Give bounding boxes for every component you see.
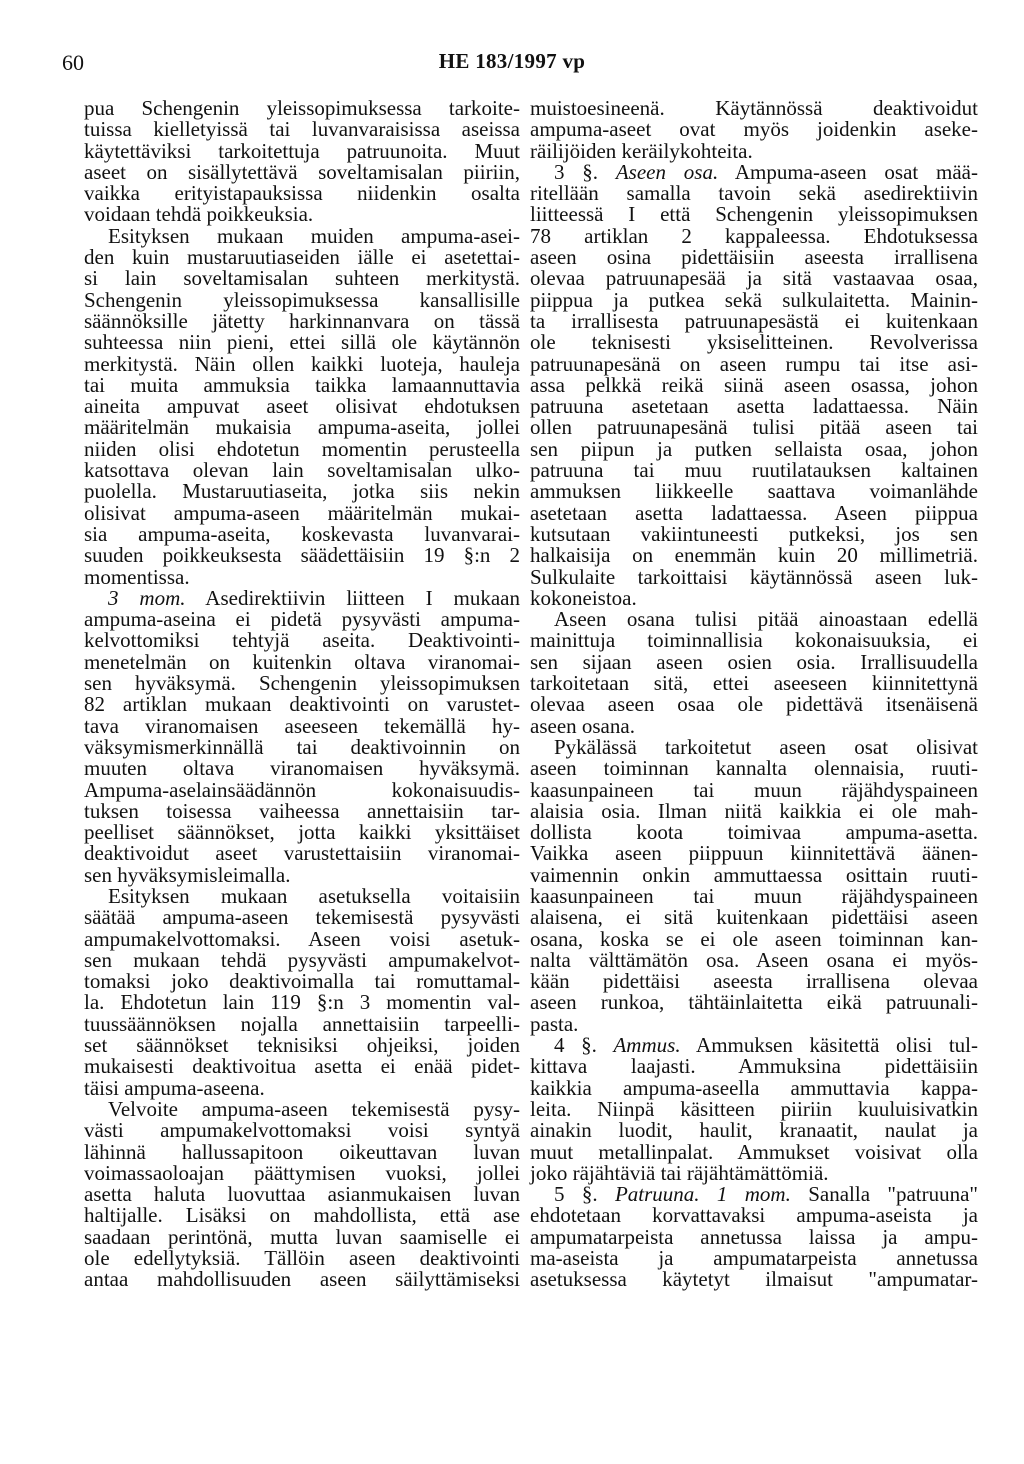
left-column-line: si lain soveltamisalan suhteen merkitystä.	[84, 266, 520, 291]
right-column-line: olevaa aseen osaa ole pidettävä itsenäisenä	[530, 692, 978, 717]
right-column-line: räilijöiden keräilykohteita.	[530, 138, 753, 163]
left-column-line: niiden olisi ehdotetun momentin perusteella	[84, 436, 520, 461]
left-column-line: menetelmän on kuitenkin oltava viranomai-	[84, 649, 520, 674]
left-column-line: momentissa.	[84, 564, 190, 589]
right-column-line: osana, koska se ei ole aseen toiminnan kan-	[530, 926, 978, 951]
left-column-line: 82 artiklan mukaan deaktivointi on varustet-	[84, 692, 520, 717]
left-column-line: tuksen toisessa vaiheessa annettaisiin tar-	[84, 798, 520, 823]
right-column-line: alaisia osia. Ilman niitä kaikkia ei ole mah-	[530, 798, 978, 823]
section-heading: Aseen osa.	[615, 159, 719, 184]
right-column-line: aseen runkoa, tähtäinlaitetta eikä patruunali-	[530, 990, 978, 1015]
right-column-line	[530, 159, 978, 184]
section-heading: 3 mom.	[108, 585, 186, 610]
right-column-line: patruunapesänä on aseen rumpu tai itse asi-	[530, 351, 978, 376]
left-column-line: puolella. Mustaruutiaseita, jotka siis nekin	[84, 479, 520, 504]
left-column-line: vaikka erityistapauksissa niidenkin osalta	[84, 181, 520, 206]
left-column-line: tai muita ammuksia taikka lamaannuttavia	[84, 372, 520, 397]
right-column-line: sen sijaan aseen osien osia. Irrallisuudella	[530, 649, 978, 674]
line-text: Ampuma-aseen osat mää-	[718, 159, 978, 184]
left-column-line: set säännökset teknisiksi ohjeiksi, joiden	[84, 1033, 520, 1058]
left-column-line: merkitystä. Näin ollen kaikki luoteja, hauleja	[84, 351, 520, 376]
right-column-line: patruuna asetetaan asetta ladattaessa. Näin	[530, 394, 978, 419]
left-column-line: den kuin mustaruutiaseiden iälle ei asetettai-	[84, 245, 520, 270]
left-column-line: ole edellytyksiä. Tällöin aseen deaktivointi	[84, 1246, 520, 1271]
left-column-line: sen mukaan tehdä pysyvästi ampumakelvot-	[84, 947, 520, 972]
line-text: Ammuksen käsitettä olisi tul-	[680, 1033, 979, 1058]
left-column-line: aseet on sisällytettävä soveltamisalan piiriin,	[84, 159, 520, 184]
left-column-line: määritelmän mukaisia ampuma-aseita, jollei	[84, 415, 520, 440]
right-column-line	[530, 1035, 978, 1056]
right-column-line: aseen osina pidettäisiin aseesta irrallisena	[530, 245, 978, 270]
left-column-line: voimassaoloajan päättymisen vuoksi, jollei	[84, 1160, 520, 1185]
right-column-line: aseen osana.	[530, 713, 635, 738]
right-column-line	[530, 1184, 978, 1205]
right-column-line: vaimennin onkin ammuttaessa osittain ruuti-	[530, 862, 978, 887]
left-column-line: Esityksen mukaan asetuksella voitaisiin	[108, 883, 520, 908]
right-column-line: dollista koota toimivaa ampuma-asetta.	[530, 820, 978, 845]
left-column-line: saadaan perintönä, mutta luvan saamiselle ei	[84, 1224, 520, 1249]
left-column-line: suhteessa niin pieni, ettei sillä ole käytännön	[84, 330, 520, 355]
left-column-line: voidaan tehdä poikkeuksia.	[84, 202, 314, 227]
line-text: Sanalla "patruuna"	[790, 1182, 978, 1207]
section-heading: Ammus.	[613, 1033, 681, 1058]
left-column-line	[84, 585, 520, 610]
left-column-line: deaktivoidut aseet varustettaisiin viranomai-	[84, 841, 520, 866]
right-column-line: ole teknisesti yksiselitteinen. Revolverissa	[530, 330, 978, 355]
right-column-line: halkaisija on enemmän kuin 20 millimetriä.	[530, 543, 978, 568]
right-column-line: ollen patruunapesänä tulisi pitää aseen tai	[530, 415, 978, 440]
left-column-line: mukaisesti deaktivoitua asetta ei enää pidet-	[84, 1054, 520, 1079]
right-column-line: muistoesineenä. Käytännössä deaktivoidut	[530, 96, 978, 120]
section-number: 5 §.	[554, 1182, 615, 1207]
left-column-line: täisi ampuma-aseena.	[84, 1075, 265, 1100]
right-column-line: Vaikka aseen piippuun kiinnitettävä äänen-	[530, 841, 978, 866]
right-column-line: kaasunpaineen tai muun räjähdyspaineen	[530, 777, 978, 802]
right-column-line: ma-aseista ja ampumatarpeista annetussa	[530, 1246, 978, 1271]
left-column-line: ampumakelvottomaksi. Aseen voisi asetuk-	[84, 926, 520, 951]
left-column-line: tuussäännöksen nojalla annettaisiin tarpeelli-	[84, 1011, 520, 1036]
left-column-line: kelvottomiksi tehtyjä aseita. Deaktivointi-	[84, 628, 520, 653]
right-column-line: nalta välttämätön osa. Aseen osana ei myös-	[530, 947, 978, 972]
left-column-line: säätää ampuma-aseen tekemisestä pysyvästi	[84, 905, 520, 930]
right-column-line: kään pidettäisi aseesta irrallisena olevaa	[530, 969, 978, 994]
left-column-line: västi ampumakelvottomaksi voisi syntyä	[84, 1118, 520, 1143]
right-column-line: leita. Niinpä käsitteen piiriin kuuluisivatkin	[530, 1096, 978, 1121]
right-column-line: ta irrallisesta patruunapesästä ei kuitenkaan	[530, 308, 978, 333]
left-column-line: antaa mahdollisuuden aseen säilyttämiseksi	[84, 1267, 520, 1292]
left-column-line: käytettäviksi tarkoitettuja patruunoita. Muut	[84, 138, 520, 163]
right-column-line: muut metallinpalat. Ammukset voisivat olla	[530, 1139, 978, 1164]
right-column-line: 78 artiklan 2 kappaleessa. Ehdotuksessa	[530, 223, 978, 248]
right-column-line: piippua ja putkea sekä sulkulaitetta. Mainin-	[530, 287, 978, 312]
right-column-line: ainakin luodit, haulit, kranaatit, naulat ja	[530, 1118, 978, 1143]
left-column-line: katsottava olevan lain soveltamisalan ulko-	[84, 458, 520, 483]
right-column-line: olevaa patruunapesää ja sitä vastaavaa osaa,	[530, 266, 978, 291]
left-column-line: tava viranomaisen aseeseen tekemällä hy-	[84, 713, 520, 738]
left-column-line: Esityksen mukaan muiden ampuma-asei-	[108, 223, 520, 248]
right-column-line: ampumatarpeista annetussa laissa ja ampu-	[530, 1224, 978, 1249]
left-column-line: suuden poikkeuksesta säädettäisiin 19 §:n 2	[84, 543, 520, 568]
section-number: 4 §.	[554, 1033, 614, 1058]
right-column-line: sen piipun ja putken sellaista osaa, johon	[530, 436, 978, 461]
left-column-line: muuten oltava viranomaisen hyväksymä.	[84, 756, 520, 781]
right-column	[530, 98, 978, 1291]
right-column-line: Sulkulaite tarkoittaisi käytännössä aseen luk-	[530, 564, 978, 589]
left-column-line: väksymismerkinnällä tai deaktivoinnin on	[84, 734, 520, 759]
left-column-line: sia ampuma-aseita, koskevasta luvanvarai-	[84, 521, 520, 546]
left-column-line: tuissa kielletyissä tai luvanvaraisissa aseissa	[84, 117, 520, 142]
left-column-line: olisivat ampuma-aseen määritelmän mukai-	[84, 500, 520, 525]
right-column-line: ritellään samalla tavoin sekä asedirektiivin	[530, 181, 978, 206]
left-column-line: Velvoite ampuma-aseen tekemisestä pysy-	[108, 1096, 520, 1121]
line-text: Asedirektiivin liitteen I mukaan	[185, 585, 520, 610]
right-column-line: kutsutaan vakiintuneesti putkeksi, jos sen	[530, 521, 978, 546]
right-column-line: assa pelkkä reikä siinä aseen osassa, johon	[530, 372, 978, 397]
left-column-line: asetta haluta luovuttaa asianmukaisen luvan	[84, 1182, 520, 1207]
right-column-line: mainittuja toiminnallisia kokonaisuuksia, ei	[530, 628, 978, 653]
page-number: 60	[62, 50, 84, 75]
right-column-line: alaisena, ei sitä kuitenkaan pidettäisi aseen	[530, 905, 978, 930]
left-column-line: sen hyväksymä. Schengenin yleissopimuksen	[84, 671, 520, 696]
left-column-line: ampuma-aseina ei pidetä pysyvästi ampuma-	[84, 607, 520, 632]
right-column-line: joko räjähtäviä tai räjähtämättömiä.	[530, 1160, 829, 1185]
left-column-line: sen hyväksymisleimalla.	[84, 862, 291, 887]
right-column-line: liitteessä I että Schengenin yleissopimuksen	[530, 202, 978, 227]
left-column-line: pua Schengenin yleissopimuksessa tarkoite-	[84, 96, 520, 120]
section-heading: Patruuna. 1 mom.	[614, 1182, 791, 1207]
left-column-line: säännöksille jätetty harkinnanvara on tässä	[84, 308, 520, 333]
left-column-line: la. Ehdotetun lain 119 §:n 3 momentin val-	[84, 990, 520, 1015]
right-column-line: kaikkia ampuma-aseella ammuttavia kappa-	[530, 1075, 978, 1100]
left-column-line: peelliset säännökset, jotta kaikki yksittäiset	[84, 820, 520, 845]
right-column-line: Pykälässä tarkoitetut aseen osat olisivat	[554, 734, 978, 759]
right-column-line: kaasunpaineen tai muun räjähdyspaineen	[530, 883, 978, 908]
left-column-line: lähinnä hallussapitoon oikeuttavan luvan	[84, 1139, 520, 1164]
left-column-line: tomaksi joko deaktivoimalla tai romuttamal-	[84, 969, 520, 994]
right-column-line: kittava laajasti. Ammuksina pidettäisiin	[530, 1054, 978, 1079]
left-column-line: Schengenin yleissopimuksessa kansallisille	[84, 287, 520, 312]
right-column-line: patruuna tai muu ruutilatauksen kaltainen	[530, 458, 978, 483]
right-column-line: ammuksen liikkeelle saattava voimanlähde	[530, 479, 978, 504]
right-column-line: asetetaan asetta ladattaessa. Aseen piippua	[530, 500, 978, 525]
left-column-line: aineita ampuvat aseet olisivat ehdotuksen	[84, 394, 520, 419]
section-number: 3 §.	[554, 159, 616, 184]
right-column-line: pasta.	[530, 1011, 579, 1036]
left-column	[84, 98, 520, 1291]
running-title: HE 183/1997 vp	[438, 49, 586, 73]
right-column-line: ampuma-aseet ovat myös joidenkin aseke-	[530, 117, 978, 142]
left-column-line: Ampuma-aselainsäädännön kokonaisuudis-	[84, 777, 520, 802]
right-column-line: kokoneistoa.	[530, 585, 637, 610]
right-column-line: Aseen osana tulisi pitää ainoastaan edellä	[554, 607, 978, 632]
right-column-line: asetuksessa käytetyt ilmaisut "ampumatar-	[530, 1267, 978, 1292]
right-column-line: aseen toiminnan kannalta olennaisia, ruuti-	[530, 756, 978, 781]
left-column-line: haltijalle. Lisäksi on mahdollista, että ase	[84, 1203, 520, 1228]
right-column-line: ehdotetaan korvattavaksi ampuma-aseista ja	[530, 1203, 978, 1228]
right-column-line: tarkoitetaan sitä, ettei aseeseen kiinnitettynä	[530, 671, 978, 696]
